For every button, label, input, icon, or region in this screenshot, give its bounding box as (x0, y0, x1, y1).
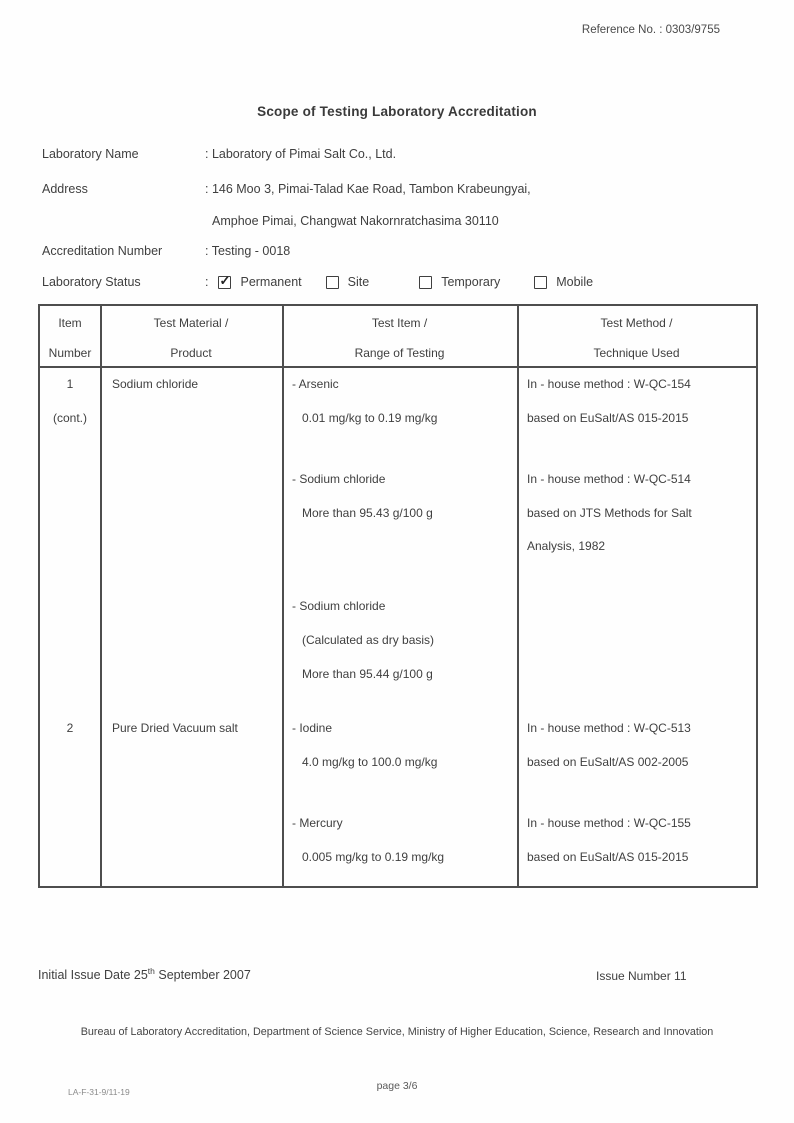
method-line: Analysis, 1982 (527, 539, 606, 553)
laboratory-name-label: Laboratory Name (42, 147, 139, 161)
header-method: Test Method / (600, 316, 673, 330)
header-item: Item (58, 316, 82, 330)
column-divider (517, 368, 519, 886)
accreditation-number-label: Accreditation Number (42, 244, 163, 258)
method-line: In - house method : W-QC-514 (527, 472, 691, 486)
address-value-line2: Amphoe Pimai, Changwat Nakornratchasima 30110 (212, 214, 499, 228)
test-range: 4.0 mg/kg to 100.0 mg/kg (302, 755, 438, 769)
status-option-label: Site (347, 275, 370, 289)
issue-number: Issue Number 11 (596, 969, 687, 983)
page-number: page 3/6 (376, 1080, 418, 1092)
header-method: Technique Used (593, 346, 680, 360)
address-value-line1: : 146 Moo 3, Pimai-Talad Kae Road, Tambon Krabeungyai, (205, 182, 531, 196)
scope-table (38, 304, 758, 888)
address-row (42, 182, 531, 196)
issue-date-text: September 2007 (154, 968, 251, 983)
method-line: In - house method : W-QC-155 (527, 816, 691, 830)
laboratory-status-label: Laboratory Status (42, 275, 141, 289)
test-range: More than 95.44 g/100 g (302, 667, 433, 681)
check-icon: ✓ (219, 272, 231, 288)
test-name: - Mercury (292, 816, 343, 830)
laboratory-name-row (42, 147, 396, 161)
test-range: 0.005 mg/kg to 0.19 mg/kg (302, 850, 445, 864)
status-option-label: Temporary (441, 275, 501, 289)
method-line: In - house method : W-QC-513 (527, 721, 691, 735)
material-name: Pure Dried Vacuum salt (112, 721, 238, 735)
address-label: Address (42, 182, 88, 196)
item-number: 1 (66, 377, 74, 391)
test-note: (Calculated as dry basis) (302, 633, 435, 647)
table-header (40, 306, 756, 368)
material-name: Sodium chloride (112, 377, 199, 391)
laboratory-name-value: : Laboratory of Pimai Salt Co., Ltd. (205, 147, 397, 161)
header-test-item: Range of Testing (354, 346, 445, 360)
status-option-label: Mobile (556, 275, 594, 289)
bureau-line: Bureau of Laboratory Accreditation, Department of Science Service, Ministry of Higher Education, Science, Research and Innovation (80, 1026, 714, 1038)
accreditation-number-value: : Testing - 0018 (205, 244, 291, 258)
status-option-temporary (419, 275, 500, 289)
initial-issue-date (38, 966, 251, 982)
issue-date-text: Initial Issue Date 25 (38, 968, 148, 983)
status-option-site (326, 275, 370, 289)
item-number: 2 (66, 721, 74, 735)
test-name: - Iodine (292, 721, 333, 735)
status-option-label: Permanent (240, 275, 302, 289)
method-line: based on EuSalt/AS 015-2015 (527, 411, 689, 425)
checkbox-unchecked-icon (534, 276, 547, 289)
column-divider (100, 368, 102, 886)
laboratory-status-row (42, 272, 594, 289)
test-range: 0.01 mg/kg to 0.19 mg/kg (302, 411, 438, 425)
address-row-line2 (42, 214, 499, 228)
colon: : (205, 275, 209, 289)
status-option-mobile (534, 275, 593, 289)
method-line: based on EuSalt/AS 002-2005 (527, 755, 689, 769)
checkbox-checked-icon (218, 272, 231, 289)
item-cont: (cont.) (52, 411, 87, 425)
header-material: Test Material / (153, 316, 229, 330)
checkbox-unchecked-icon (419, 276, 432, 289)
ordinal-superscript: th (147, 966, 155, 976)
accreditation-number-row (42, 244, 290, 258)
form-code: LA-F-31-9/11-19 (68, 1087, 130, 1097)
table-body (40, 368, 756, 886)
method-line: In - house method : W-QC-154 (527, 377, 691, 391)
status-option-permanent (218, 272, 302, 289)
header-test-item: Test Item / (371, 316, 428, 330)
test-range: More than 95.43 g/100 g (302, 506, 433, 520)
method-line: based on JTS Methods for Salt (527, 506, 692, 520)
page-title: Scope of Testing Laboratory Accreditation (257, 104, 537, 119)
test-name: - Sodium chloride (292, 472, 386, 486)
checkbox-unchecked-icon (326, 276, 339, 289)
test-name: - Sodium chloride (292, 599, 386, 613)
header-material: Product (170, 346, 212, 360)
column-divider (282, 368, 284, 886)
header-item: Number (48, 346, 92, 360)
test-name: - Arsenic (292, 377, 339, 391)
reference-number: Reference No. : 0303/9755 (581, 24, 720, 36)
method-line: based on EuSalt/AS 015-2015 (527, 850, 689, 864)
laboratory-status-options (205, 272, 594, 289)
